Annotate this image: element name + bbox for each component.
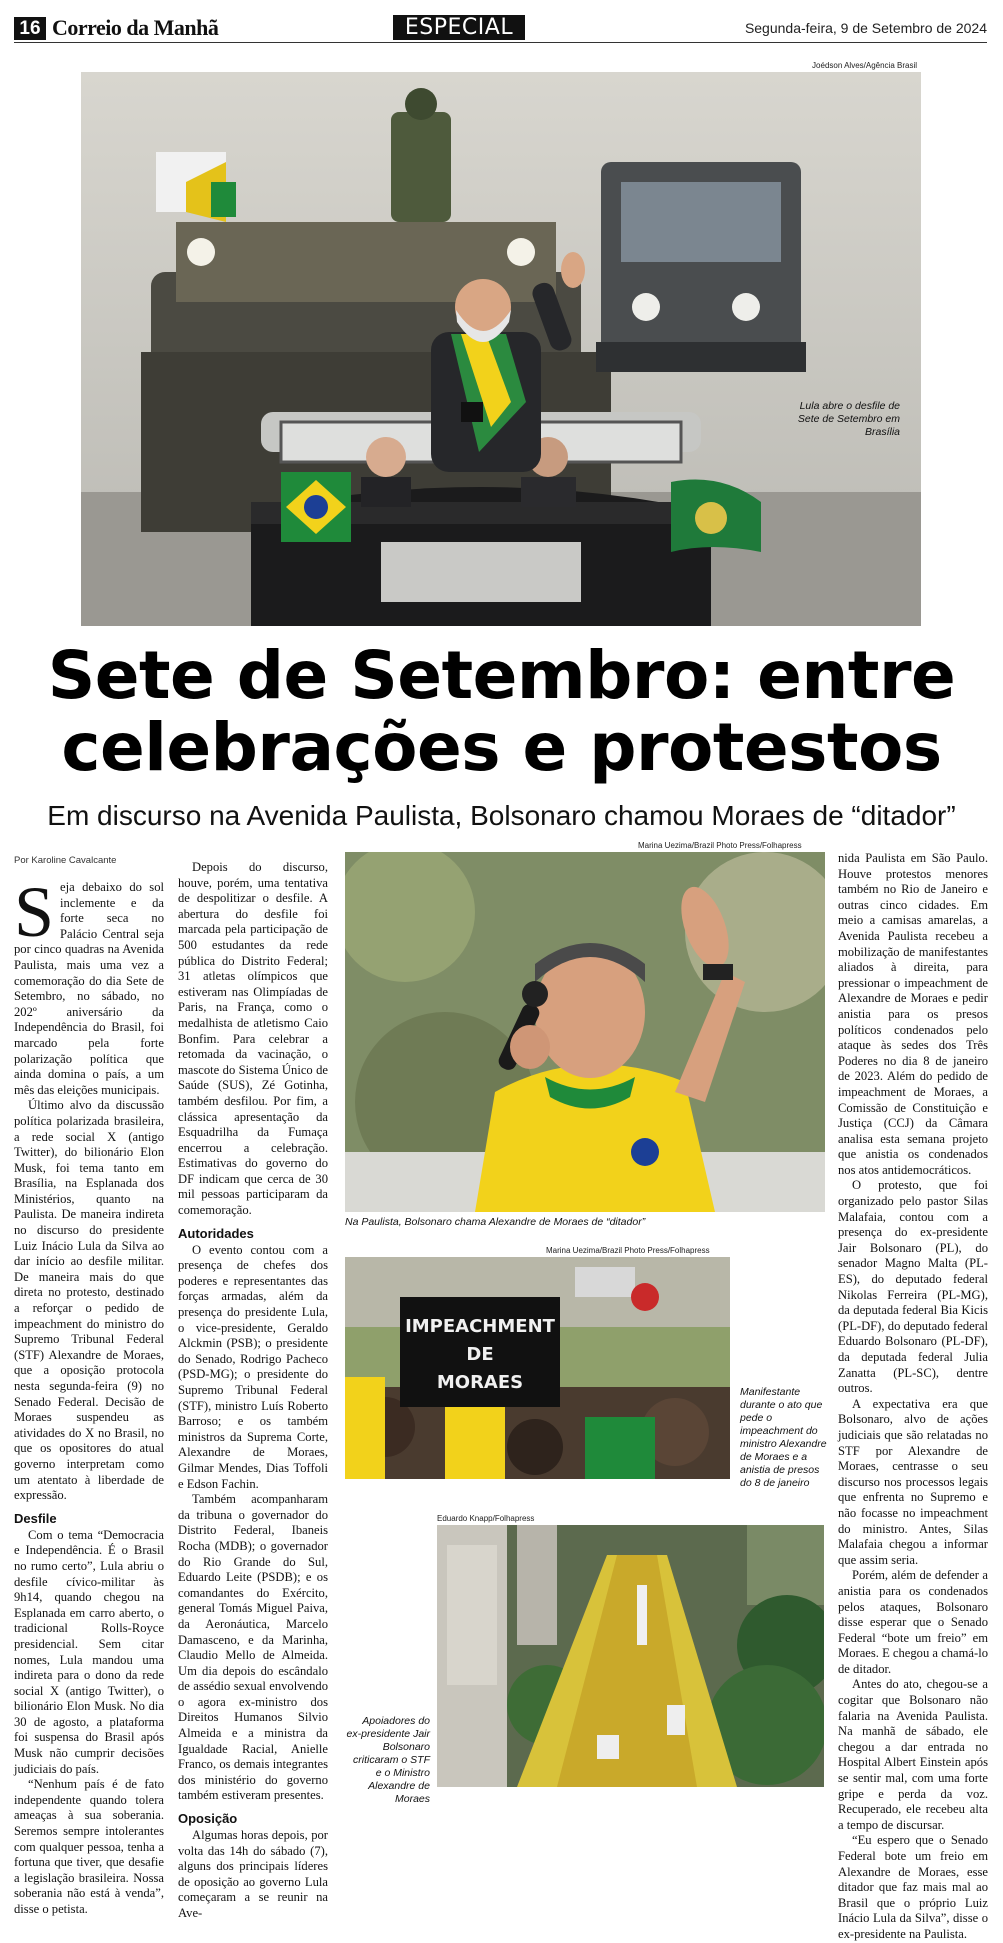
photo4-credit: Eduardo Knapp/Folhapress [437,1514,535,1523]
photo1-credit: Joédson Alves/Agência Brasil [812,61,917,70]
subsection-heading-desfile: Desfile [14,1510,57,1526]
paragraph: A expectativa era que Bolsonaro, alvo de ações judiciais que são relatadas no STF por Alexandre de Moraes, centrasse o seu discurso nos processos legais que enfrenta no Supremo e não focasse no impeachment do ministro. Antes, Silas Malafaia chegou a informar que assim seria. [838,1396,988,1567]
photo3-credit: Marina Uezima/Brazil Photo Press/Folhapress [546,1246,710,1255]
drop-cap: S [14,872,55,952]
article-column-2 [178,860,328,1922]
paragraph: Porém, além de defender a anistia para os condenados pelos ataques, Bolsonaro disse esperar que o Senado Federal “bote um freio” em Moraes. E chegou a chamá-lo de ditador. [838,1568,989,1676]
paragraph: eja debaixo do sol inclemente e da forte seca no Palácio Central seja por cinco quadras na Avenida Paulista, mais uma vez a comemoração do dia Sete de Setembro, no sábado, no 202º aniversário da Independência do Brasil, foi marcado pela forte polarização política que ainda domina o país, a um mês das eleições municipais. [14,880,164,1097]
paragraph: nida Paulista em São Paulo. Houve protestos menores também no Rio de Janeiro e outras cinco cidades. Em meio a camisas amarelas, a Avenida Paulista recebeu a mobilização de manifestantes aliados à direita, para pressionar o impeachment de Alexandre de Moraes e pedir anistia para os presos políticos condenados pelo ataque às sedes dos Três Poderes no dia 8 de janeiro de 2023. Além do pedido de impeachment de Moraes, a Comissão de Constituição e Justiça (CCJ) da Câmara analisa esta semana projeto que anistia os condenados nos atos antidemocráticos. [838,851,988,1177]
subsection-heading-autoridades: Autoridades [178,1225,254,1241]
paragraph: Antes do ato, chegou-se a cogitar que Bolsonaro não falaria na Avenida Paulista. Na manhã de sábado, ele chegou a dar entrada no Hospital Albert Einstein após se sentir mal, com uma forte gripe e perda da voz. Recuperado, ele recebeu alta a tempo de discursar. [838,1677,988,1832]
paragraph: Algumas horas depois, por volta das 14h do sábado (7), alguns dos principais líderes de oposição ao governo Lula começaram a se reunir na Ave- [178,1828,328,1920]
sign-text-line-3: MORAES [436,1372,524,1393]
section-label: ESPECIAL [393,15,525,40]
photo-bolsonaro-speech [345,852,825,1212]
article-column-3 [838,851,988,1943]
header-rule [14,42,987,43]
photo1-caption: Lula abre o desfile de Sete de Setembro em Brasília [797,400,900,438]
paragraph: O protesto, que foi organizado pelo pastor Silas Malafaia, contou com a presença do ex-presidente Jair Bolsonaro (PL), do senador Magno Malta (PL-ES), do deputado federal Nikolas Ferreira (PL-MG), da deputada federal Bia Kicis (PL-DF), do deputado federal Eduardo Bolsonaro (PL-DF), da deputada federal Julia Zanatta (PL-SC), dentre outros. [838,1178,988,1396]
sign-text-line-2: DE [466,1344,494,1365]
subsection-heading-oposicao: Oposição [178,1811,238,1827]
newspaper-name: Correio da Manhã [52,15,219,40]
photo3-caption: Manifestante durante o ato que pede o impeachment do ministro Alexandre de Moraes e a anistia de presos do 8 de janeiro [740,1386,827,1489]
photo2-credit: Marina Uezima/Brazil Photo Press/Folhapress [638,841,802,850]
photo2-caption: Na Paulista, Bolsonaro chama Alexandre de Moraes de “ditador” [345,1216,646,1228]
photo-aerial-avenida-paulista [437,1525,824,1787]
paragraph: O evento contou com a presença de chefes dos poderes e representantes das forças armadas, além da presença do presidente Lula, o vice-presidente, Geraldo Alckmin (PSB); o presidente do Senado, Rodrigo Pacheco (PSD-MG); o presidente do Supremo Tribunal Federal (STF), ministro Luís Roberto Barroso; e os também ministros da Suprema Corte, Alexandre de Moraes, Gilmar Mendes, Dias Toffoli e Edson Fachin. [178,1242,328,1491]
byline: Por Karoline Cavalcante [14,855,117,866]
paragraph: Último alvo da discussão política polarizada brasileira, a rede social X (antigo Twitter), do bilionário Elon Musk, foi tema tanto em Brasília, na Esplanada dos Ministérios, quanto na Paulista. De maneira indireta no discurso do presidente Luiz Inácio Lula da Silva ao dar início ao desfile militar. De maneira mais do que direta no protesto, destinado a reforçar o pedido de impeachment do ministro do Supremo Tribunal Federal (STF) Alexandre de Moraes, que a oposição protocola nesta segunda-feira (9) no Senado Federal. Decisão de Moraes suspendeu as atividades do X no Brasil, no que os opositores do atual governo interpretam como um atentato à liberdade de expressão. [14,1098,164,1503]
issue-date: Segunda-feira, 9 de Setembro de 2024 [744,20,987,36]
photo4-caption: Apoiadores do ex-presidente Jair Bolsonaro criticaram o STF e o Ministro Alexandre de Moraes [346,1715,430,1805]
sign-text-line-1: IMPEACHMENT [405,1316,555,1337]
paragraph: Também acompanharam da tribuna o governador do Distrito Federal, Ibaneis Rocha (MDB); o governador do Rio Grande do Sul, Eduardo Leite (PSDB); e os comandantes do Exército, general Tomás Miguel Paiva, da Aeronáutica, Marcelo Damasceno, e da Marinha, Claudio Mello de Almeida. Um dia depois do escândalo de assédio sexual envolvendo o agora ex-ministro dos Direitos Humanos Silvio Almeida e a ministra da Igualdade Racial, Anielle Franco, os demais integrantes dos ministério do governo também estiveram presentes. [178,1492,328,1803]
paragraph: “Eu espero que o Senado Federal bote um freio em Alexandre de Moraes, esse ditador que faz mais mal ao Brasil que o próprio Luiz Inácio Lula da Silva”, disse o ex-presidente na Paulista. [838,1833,988,1941]
subheadline: Em discurso na Avenida Paulista, Bolsonaro chamou Moraes de “ditador” [47,800,956,831]
page-number: 16 [14,17,46,40]
paragraph: Com o tema “Democracia e Independência. É o Brasil no rumo certo”, Lula abriu o desfile cívico-militar às 9h14, quando chegou na Esplanada em carro aberto, o tradicional Rolls-Royce presidencial. Sem citar nomes, Lula mandou uma indireta para o dono da rede social X (antigo Twitter), o bilionário Elon Musk. No dia 30 de agosto, a plataforma foi suspensa do Brasil após Musk não cumprir decisões judiciais do país. [14,1527,164,1776]
article-column-1 [14,872,164,1918]
paragraph: “Nenhum país é de fato independente quando tolera ameaças à sua soberania. Seremos sempre intolerantes com qualquer pessoa, tenha a fortuna que tiver, que desafie a legislação brasileira. Nossa soberania não está à venda”, disse o petista. [14,1777,164,1916]
main-photo-lula-parade [81,72,921,626]
paragraph: Depois do discurso, houve, porém, uma tentativa de despolitizar o desfile. A abertura do desfile foi marcada pela participação de 500 estudantes da rede pública do Distrito Federal; 31 atletas olímpicos que estiveram nas Olimpíadas de Paris, na França, como o medalhista de atletismo Caio Bonfim. Para celebrar a retomada da vacinação, o mascote do Sistema Único de Saúde (SUS), Zé Gotinha, também desfilou. Por fim, a clássica apresentação da Esquadrilha da Fumaça encerrou a celebração. Estimativas do governo do DF indicam que cerca de 30 mil pessoas participaram da comemoração. [178,860,328,1218]
photo-impeachment-sign [345,1257,730,1479]
headline: Sete de Setembro: entre celebrações e protestos [47,637,956,786]
